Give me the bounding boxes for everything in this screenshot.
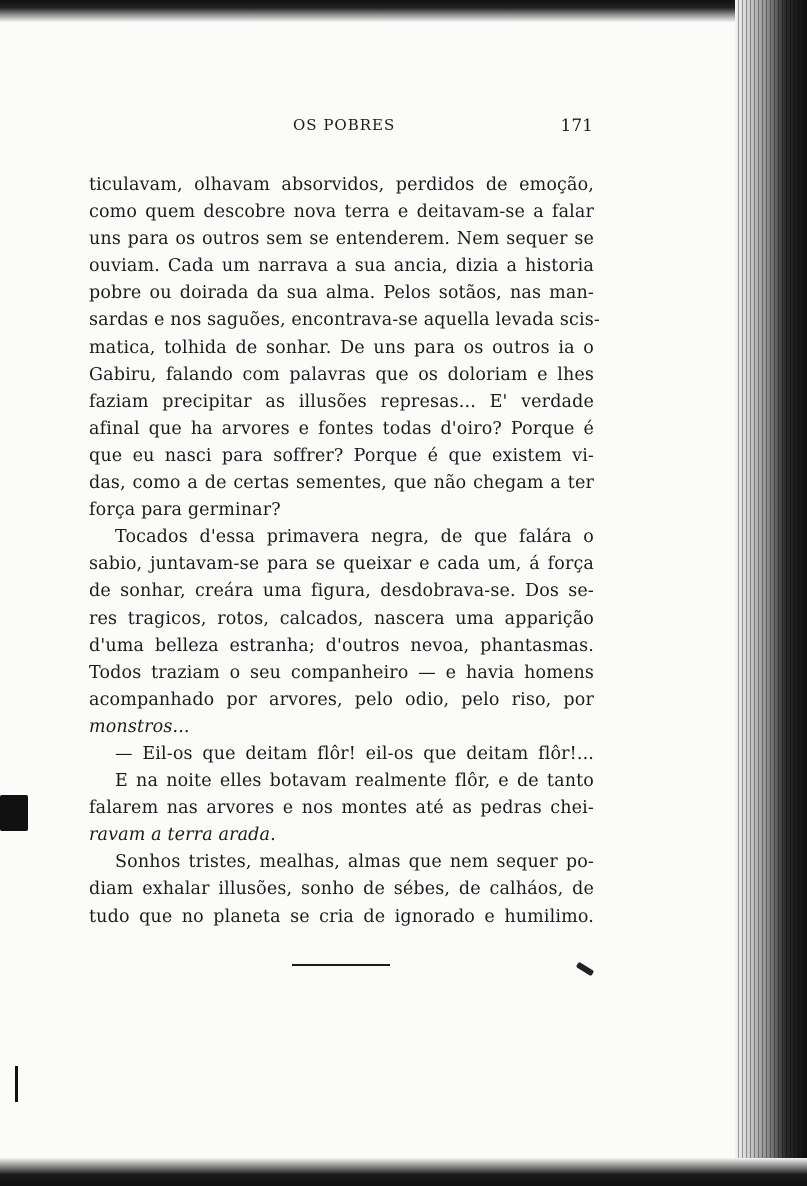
text-line: de sonhar, creára uma figura, desdobrava-se. Dos se- <box>89 581 594 602</box>
text-line: pobre ou doirada da sua alma. Pelos sotãos, nas man- <box>89 283 594 304</box>
ink-smudge <box>576 962 594 977</box>
paragraph-start: Tocados d'essa primavera negra, de que falára o <box>115 527 594 548</box>
text-line: sabio, juntavam-se para se queixar e cada um, á força <box>89 554 594 575</box>
text-line: ticulavam, olhavam absorvidos, perdidos de emoção, <box>89 175 594 195</box>
text-line: uns para os outros sem se entenderem. Nem sequer se <box>89 229 594 250</box>
scan-mark-left <box>0 795 28 831</box>
text-line: Gabiru, falando com palavras que os doloriam e lhes <box>89 364 594 385</box>
scan-mark-left-line <box>15 1066 18 1102</box>
text-line: das, como a de certas sementes, que não chegam a ter <box>89 473 594 494</box>
paragraph-start: E na noite elles botavam realmente flôr, e de tanto <box>115 771 594 792</box>
text-line: d'uma belleza estranha; d'outros nevoa, phantasmas. <box>89 635 594 656</box>
text-line: monstros... <box>89 716 190 737</box>
scan-edge-top <box>0 0 807 22</box>
text-line: tudo que no planeta se cria de ignorado e humilimo. <box>89 906 594 927</box>
dialogue-line: — Eil-os que deitam flôr! eil-os que deitam flôr!... <box>115 743 594 764</box>
scan-edge-bottom <box>0 1158 807 1186</box>
running-title: OS POBRES <box>293 116 396 134</box>
text-line: diam exhalar illusões, sonho de sébes, de calháos, de <box>89 879 594 900</box>
text-line: como quem descobre nova terra e deitavam-se a falar <box>89 202 594 223</box>
text-line: ouviam. Cada um narrava a sua ancia, dizia a historia <box>89 256 594 277</box>
text-line: força para germinar? <box>89 500 281 521</box>
text-line: falarem nas arvores e nos montes até as pedras chei- <box>89 798 594 819</box>
page-header <box>88 116 593 140</box>
end-rule <box>292 964 390 966</box>
text-line: Todos traziam o seu companheiro — e havia homens <box>89 662 594 683</box>
text-line: res tragicos, rotos, calcados, nascera uma apparição <box>89 608 594 629</box>
text-line: sardas e nos saguões, encontrava-se aquella levada scis- <box>89 310 600 331</box>
paragraph-start: Sonhos tristes, mealhas, almas que nem sequer po- <box>115 852 594 873</box>
text-line: matica, tolhida de sonhar. De uns para os outros ia o <box>89 337 594 358</box>
scan-edge-right <box>735 0 807 1186</box>
text-line: ravam a terra arada. <box>89 825 276 846</box>
text-line: que eu nasci para soffrer? Porque é que existem vi- <box>89 445 594 466</box>
page-number: 171 <box>560 116 593 136</box>
text-line: faziam precipitar as illusões represas... E' verdade <box>89 391 594 412</box>
body-text <box>89 172 600 931</box>
text-line: acompanhado por arvores, pelo odio, pelo riso, por <box>89 689 594 710</box>
text-line: afinal que ha arvores e fontes todas d'oiro? Porque é <box>89 418 594 439</box>
